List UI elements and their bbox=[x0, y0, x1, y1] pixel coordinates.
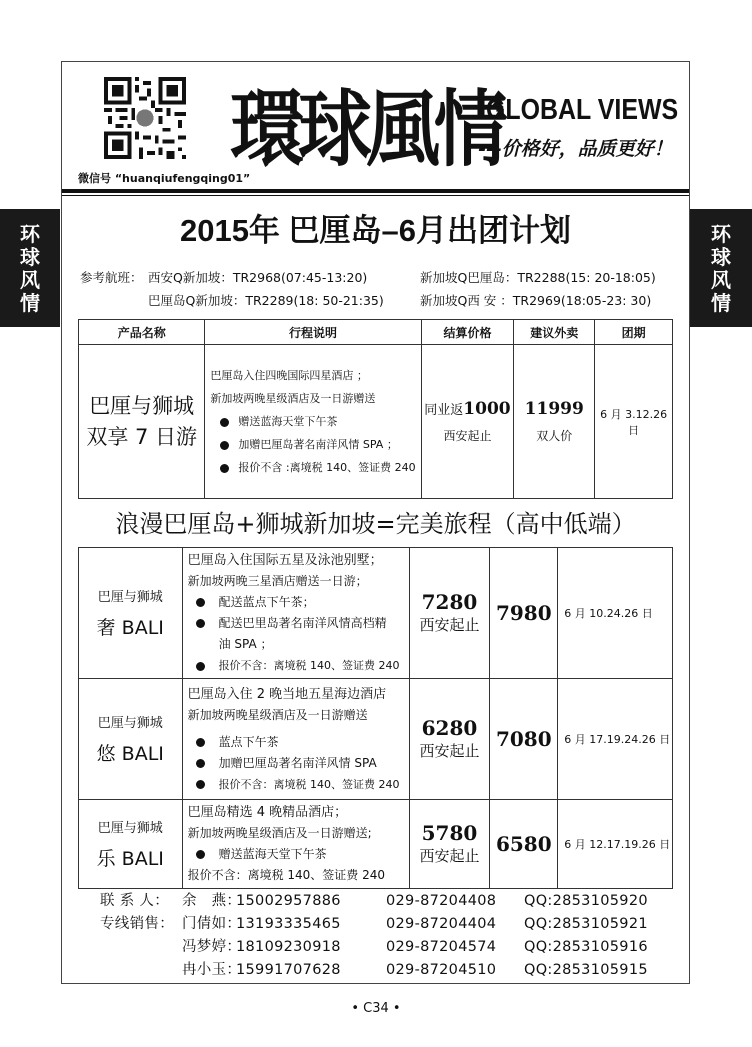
group-dates: 6 月 3.12.26 日 bbox=[595, 345, 673, 499]
flight-info: 新加坡Q西 安 ：TR2969(18:05-23: 30) bbox=[420, 293, 652, 308]
bullet-icon bbox=[196, 619, 205, 628]
flight-label: 参考航班： bbox=[80, 270, 143, 285]
header-suggested-price: 建议外卖 bbox=[514, 320, 595, 345]
itinerary-line: 巴厘岛入住四晚国际四星酒店 ； bbox=[210, 369, 368, 382]
contact-row: 冉小玉： 15991707628 029-87204510 QQ:2853105915 bbox=[182, 962, 648, 978]
masthead bbox=[62, 62, 689, 189]
itinerary-bullet: 赠送蓝海天堂下午茶 bbox=[210, 410, 415, 433]
header-divider-thin bbox=[62, 195, 689, 196]
product-name bbox=[79, 345, 205, 499]
suggested-price: 11999 双人价 bbox=[514, 345, 595, 499]
side-tab-left bbox=[0, 209, 60, 327]
side-tab-char: 环 bbox=[20, 222, 40, 246]
suggested-price: 7080 bbox=[490, 679, 558, 800]
table-row bbox=[79, 548, 673, 679]
flight-info: 巴厘岛Q新加坡：TR2289(18: 50-21:35) bbox=[148, 293, 384, 308]
product-table-2 bbox=[78, 547, 673, 889]
settle-price: 7280 西安起止 bbox=[409, 548, 490, 679]
contact-list bbox=[100, 890, 648, 982]
wechat-id: 微信号 “huanqiufengqing01” bbox=[78, 172, 251, 185]
product-line: 双享 7 日游 bbox=[86, 424, 198, 449]
header-itinerary: 行程说明 bbox=[205, 320, 421, 345]
contact-row: 专线销售： 门倩如： 13193335465 029-87204404 QQ:2853105921 bbox=[100, 916, 648, 932]
side-tab-char: 球 bbox=[711, 245, 731, 269]
flight-info: 新加坡Q巴厘岛：TR2288(15: 20-18:05) bbox=[420, 270, 656, 285]
itinerary-bullet: 报价不含 :离境税 140、签证费 240 bbox=[210, 456, 415, 479]
bullet-icon bbox=[196, 759, 205, 768]
table-header-row bbox=[79, 320, 673, 345]
table-row bbox=[79, 679, 673, 800]
header-dates: 团期 bbox=[595, 320, 673, 345]
itinerary: 巴厘岛入住国际五星及泳池别墅； 新加坡两晚三星酒店赠送一日游； 配送蓝点下午茶； 配送巴里岛著名南洋风情高档精 油 SPA ； 报价不含：离境税 140、签证费 240 bbox=[182, 548, 409, 679]
product-line: 巴厘与狮城 bbox=[89, 393, 195, 418]
bullet-icon bbox=[196, 662, 205, 671]
group-dates: 6 月 17.19.24.26 日 bbox=[558, 679, 673, 800]
qr-code-icon bbox=[104, 77, 186, 159]
group-dates: 6 月 12.17.19.26 日 bbox=[558, 800, 673, 889]
itinerary-line: 新加坡两晚星级酒店及一日游赠送 bbox=[210, 392, 376, 405]
side-tab-right bbox=[690, 209, 752, 327]
itinerary: 巴厘岛精选 4 晚精品酒店； 新加坡两晚星级酒店及一日游赠送; 赠送蓝海天堂下午茶 报价不含：离境税 140、签证费 240 bbox=[182, 800, 409, 889]
bullet-icon bbox=[220, 441, 229, 450]
page-title: 2015年 巴厘岛–6月出团计划 bbox=[179, 213, 572, 248]
logo-chinese: 環球風情 bbox=[230, 81, 502, 178]
product-name: 巴厘与狮城 乐 BALI bbox=[79, 800, 183, 889]
itinerary-bullet: 加赠巴厘岛著名南洋风情 SPA ； bbox=[210, 433, 415, 456]
flight-row bbox=[80, 291, 651, 309]
bullet-icon bbox=[196, 780, 205, 789]
header-divider bbox=[62, 189, 689, 193]
product-name: 巴厘与狮城 悠 BALI bbox=[79, 679, 183, 800]
settle-price: 5780 西安起止 bbox=[409, 800, 490, 889]
page-number: • C34 • bbox=[351, 1001, 401, 1016]
group-dates: 6 月 10.24.26 日 bbox=[558, 548, 673, 679]
side-tab-char: 风 bbox=[711, 268, 731, 292]
bullet-icon bbox=[196, 598, 205, 607]
product-table-1 bbox=[78, 319, 673, 499]
logo-english: GLOBAL VIEWS bbox=[486, 94, 679, 126]
product-name: 巴厘与狮城 奢 BALI bbox=[79, 548, 183, 679]
suggested-price: 6580 bbox=[490, 800, 558, 889]
side-tab-char: 风 bbox=[20, 268, 40, 292]
side-tab-char: 情 bbox=[711, 291, 731, 315]
bullet-icon bbox=[196, 738, 205, 747]
settle-price: 同业返1000 西安起止 bbox=[421, 345, 514, 499]
header-product: 产品名称 bbox=[79, 320, 205, 345]
bullet-icon bbox=[196, 850, 205, 859]
settle-price: 6280 西安起止 bbox=[409, 679, 490, 800]
contact-row: 联 系 人： 余 燕： 15002957886 029-87204408 QQ:2853105920 bbox=[100, 893, 648, 909]
suggested-price: 7980 bbox=[490, 548, 558, 679]
side-tab-char: 环 bbox=[711, 222, 731, 246]
table-row bbox=[79, 800, 673, 889]
side-tab-char: 球 bbox=[20, 245, 40, 269]
header-settle-price: 结算价格 bbox=[421, 320, 514, 345]
bullet-icon bbox=[220, 418, 229, 427]
itinerary bbox=[205, 345, 421, 499]
table-row bbox=[79, 345, 673, 499]
slogan: ---价格好，品质更好！ bbox=[478, 138, 673, 160]
side-tab-char: 情 bbox=[20, 291, 40, 315]
itinerary: 巴厘岛入住 2 晚当地五星海边酒店 新加坡两晚星级酒店及一日游赠送 蓝点下午茶 加赠巴厘岛著名南洋风情 SPA 报价不含：离境税 140、签证费 240 bbox=[182, 679, 409, 800]
bullet-icon bbox=[220, 464, 229, 473]
promo-banner: 浪漫巴厘岛+狮城新加坡=完美旅程（高中低端） bbox=[115, 510, 636, 538]
flight-row bbox=[80, 268, 656, 286]
flight-info: 西安Q新加坡：TR2968(07:45-13:20) bbox=[148, 270, 368, 285]
contact-row: 冯梦婷： 18109230918 029-87204574 QQ:2853105916 bbox=[182, 939, 648, 955]
